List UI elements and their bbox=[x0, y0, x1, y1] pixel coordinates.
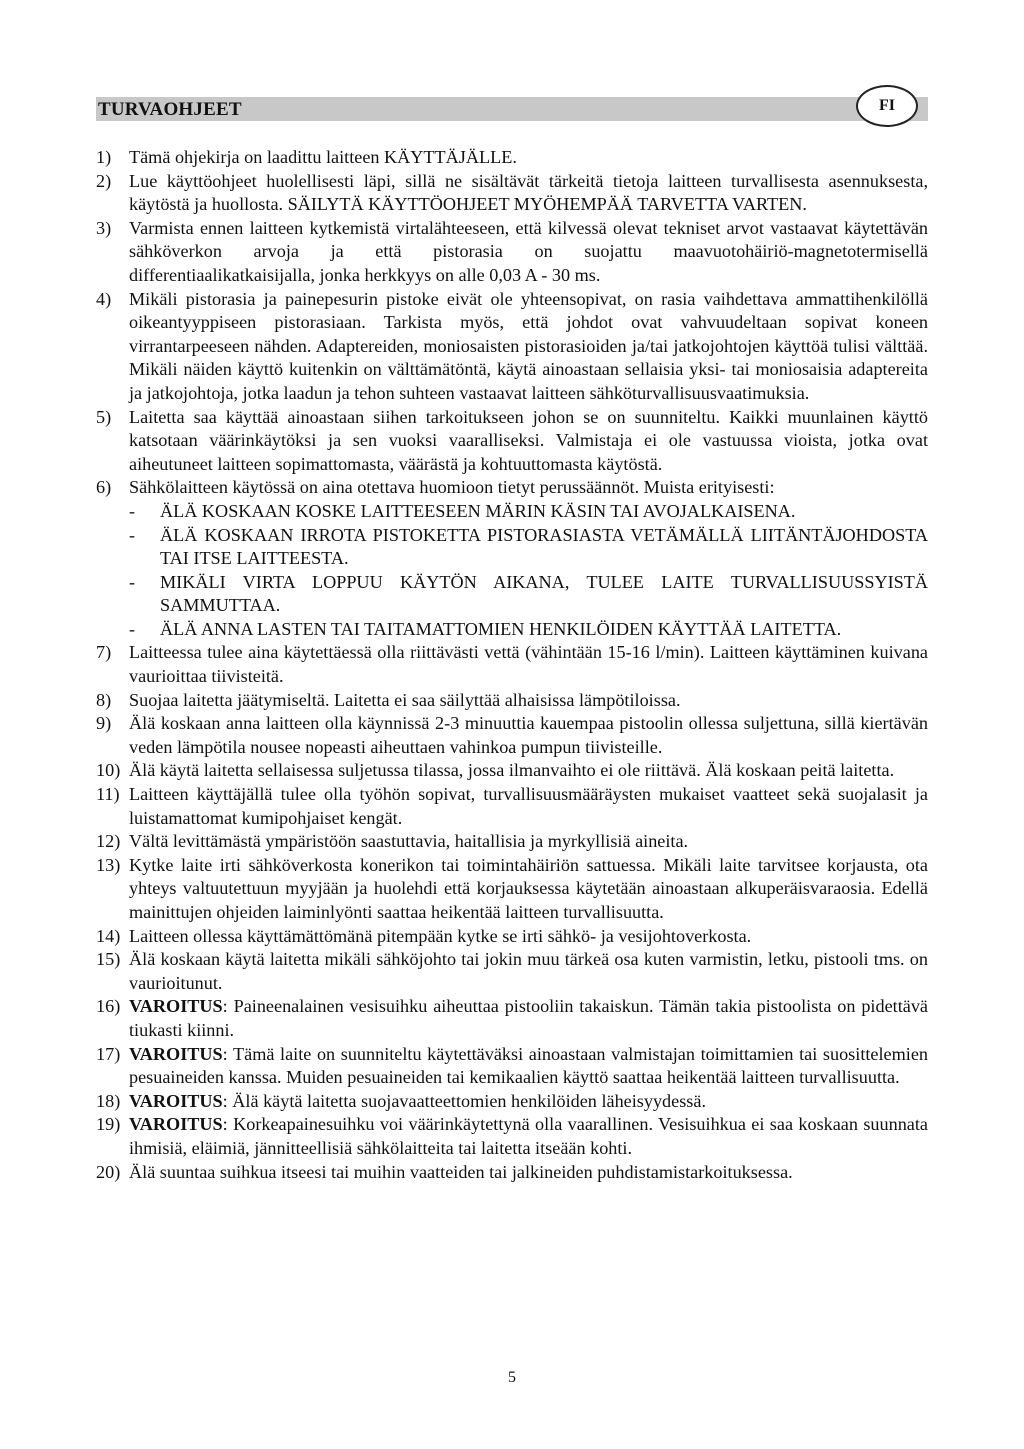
sub-item-dash: - bbox=[129, 500, 136, 521]
warning-item bbox=[96, 995, 928, 1042]
warning-text: : Tämä laite on suunniteltu käytettäväksi ainoastaan valmistajan toimittamien tai suosittelemien pesuaineiden kanssa. Muiden pesuaineiden tai kemikaalien käyttö saattaa heikentää laitteen turvallisuutta. bbox=[129, 1043, 928, 1088]
item-number: 19) bbox=[96, 1114, 121, 1135]
list-item bbox=[96, 1161, 928, 1185]
list-item bbox=[96, 712, 928, 759]
item-text: Varmista ennen laitteen kytkemistä virtalähteeseen, että kilvessä olevat tekniset arvot vastaavat käytettävän sähköverkon arvoja ja että pistorasia on suojattu maavuotohäiriö-magnetotermisellä differentiaalikatkaisijalla, jonka herkkyys on alle 0,03 A - 30 ms. bbox=[129, 217, 928, 285]
item-number: 8) bbox=[96, 689, 112, 710]
item-text: Älä koskaan anna laitteen olla käynnissä 2-3 minuuttia kauempaa pistoolin ollessa suljettuna, sillä kiertävän veden lämpötila nousee nopeasti aiheuttaen vahinkoa pumpun tiivisteille. bbox=[129, 713, 928, 757]
item-text: Mikäli pistorasia ja painepesurin pistoke eivät ole yhteensopivat, on rasia vaihdettava ammattihenkilöllä oikeantyyppiseen pistorasiaan. Tarkista myös, että johdot ovat vahvuudeltaan sopivat koneen virrantarpeeseen nähden. Adaptereiden, moniosaisten pistorasioiden ja/tai jatkojohtojen käyttöä tulisi välttää. Mikäli näiden käyttö kuitenkin on välttämätöntä, käytä ainoastaan sellaisia yksi- tai moniosaisia adaptereita ja jatkojohtoja, jotka laadun ja tehon suhteen vastaavat laitteen sähköturvallisuusvaatimuksia. bbox=[129, 288, 928, 403]
item-text: Laitteen käyttäjällä tulee olla työhön sopivat, turvallisuusmääräysten mukaiset vaatteet sekä suojalasit ja luistamattomat kumipohjaiset kengät. bbox=[129, 784, 928, 828]
item-number: 15) bbox=[96, 949, 121, 970]
sub-list-item bbox=[129, 571, 928, 618]
item-number: 12) bbox=[96, 831, 121, 852]
item-number: 16) bbox=[96, 996, 121, 1017]
item-text: Älä suuntaa suihkua itseesi tai muihin vaatteiden tai jalkineiden puhdistamistarkoituksessa. bbox=[129, 1161, 793, 1182]
item-number: 4) bbox=[96, 288, 112, 309]
warning-text: : Paineenalainen vesisuihku aiheuttaa pistooliin takaiskun. Tämän takia pistoolista on pidettävä tiukasti kiinni. bbox=[129, 996, 928, 1040]
item-text: Vältä levittämästä ympäristöön saastuttavia, haitallisia ja myrkyllisiä aineita. bbox=[129, 831, 689, 852]
warning-text: : Älä käytä laitetta suojavaatteettomien henkilöiden läheisyydessä. bbox=[222, 1090, 706, 1111]
item-text bbox=[129, 1043, 928, 1090]
item-number: 3) bbox=[96, 217, 112, 238]
item-number: 7) bbox=[96, 642, 112, 663]
list-item bbox=[96, 146, 928, 170]
language-badge bbox=[856, 85, 918, 127]
warning-text: : Korkeapainesuihku voi väärinkäytettynä olla vaarallinen. Vesisuihkua ei saa koskaan suunnata ihmisiä, eläimiä, jännitteellisiä sähkölaitteita tai laitetta itseään kohti. bbox=[129, 1114, 928, 1158]
safety-instructions-list bbox=[96, 146, 928, 1184]
item-number: 6) bbox=[96, 477, 112, 498]
sub-item-dash: - bbox=[129, 618, 136, 639]
warning-label: VAROITUS bbox=[129, 1090, 223, 1111]
item-number: 20) bbox=[96, 1161, 121, 1182]
list-item bbox=[96, 783, 928, 830]
item-text bbox=[129, 995, 928, 1042]
language-badge-label: FI bbox=[879, 97, 895, 114]
item-text: Älä käytä laitetta sellaisessa suljetussa tilassa, jossa ilmanvaihto ei ole riittävä. Älä koskaan peitä laitetta. bbox=[129, 760, 895, 781]
list-item bbox=[96, 406, 928, 477]
sub-item-dash: - bbox=[129, 571, 136, 592]
item-number: 9) bbox=[96, 713, 112, 734]
sub-item-dash: - bbox=[129, 524, 136, 545]
sub-item-text: MIKÄLI VIRTA LOPPUU KÄYTÖN AIKANA, TULEE LAITE TURVALLISUUSSYISTÄ SAMMUTTAA. bbox=[160, 571, 928, 616]
warning-item bbox=[96, 1043, 928, 1090]
list-item bbox=[96, 288, 928, 406]
list-item bbox=[96, 925, 928, 949]
warning-label: VAROITUS bbox=[129, 1114, 223, 1135]
warning-item bbox=[96, 1090, 928, 1114]
list-item bbox=[96, 217, 928, 288]
item-text: Laitteen ollessa käyttämättömänä pitempään kytke se irti sähkö- ja vesijohtoverkosta. bbox=[129, 925, 752, 946]
item-number: 2) bbox=[96, 170, 112, 191]
sub-item-text: ÄLÄ ANNA LASTEN TAI TAITAMATTOMIEN HENKILÖIDEN KÄYTTÄÄ LAITETTA. bbox=[160, 618, 842, 639]
item-text: Älä koskaan käytä laitetta mikäli sähköjohto tai jokin muu tärkeä osa kuten varmistin, letku, pistooli tms. on vaurioitunut. bbox=[129, 949, 928, 993]
item-number: 17) bbox=[96, 1043, 121, 1064]
item-number: 10) bbox=[96, 760, 121, 781]
warning-item bbox=[96, 1113, 928, 1160]
sub-list-item bbox=[129, 500, 928, 524]
item-text bbox=[129, 1090, 928, 1114]
item-text: Laitetta saa käyttää ainoastaan siihen tarkoitukseen johon se on suunniteltu. Kaikki muunlainen käyttö katsotaan väärinkäytöksi ja sen vuoksi vaaralliseksi. Valmistaja ei ole vastuussa vioista, jotka ovat aiheutuneet laitteen sopimattomasta, väärästä ja kohtuuttomasta käytöstä. bbox=[129, 406, 928, 474]
item-number: 13) bbox=[96, 854, 121, 875]
item-text: Kytke laite irti sähköverkosta konerikon tai toimintahäiriön sattuessa. Mikäli laite tarvitsee korjausta, ota yhteys valtuutettuun myyjään ja huolehdi että korjauksessa käytetään ainoastaan alkuperäisvaraosia. Edellä mainittujen ohjeiden laiminlyönti saattaa heikentää laitteen turvallisuutta. bbox=[129, 854, 928, 922]
list-item bbox=[96, 689, 928, 713]
item-number: 18) bbox=[96, 1090, 121, 1111]
item-text: Laitteessa tulee aina käytettäessä olla riittävästi vettä (vähintään 15-16 l/min). Laitteen käyttäminen kuivana vaurioittaa tiivisteitä. bbox=[129, 642, 928, 687]
item-text: Tämä ohjekirja on laadittu laitteen KÄYTTÄJÄLLE. bbox=[129, 147, 517, 167]
item-text: Lue käyttöohjeet huolellisesti läpi, sillä ne sisältävät tärkeitä tietoja laitteen turvallisesta asennuksesta, käytöstä ja huollosta. SÄILYTÄ KÄYTTÖOHJEET MYÖHEMPÄÄ TARVETTA VARTEN. bbox=[129, 170, 928, 215]
warning-label: VAROITUS bbox=[129, 996, 223, 1017]
sub-item-text: ÄLÄ KOSKAAN KOSKE LAITTEESEEN MÄRIN KÄSIN TAI AVOJALKAISENA. bbox=[160, 500, 796, 521]
item-number: 5) bbox=[96, 406, 112, 427]
sub-list-item bbox=[129, 524, 928, 571]
item-number: 11) bbox=[96, 784, 120, 805]
page-number: 5 bbox=[508, 1369, 516, 1386]
warning-label: VAROITUS bbox=[129, 1043, 223, 1064]
item-number: 14) bbox=[96, 925, 121, 946]
item-text: Suojaa laitetta jäätymiseltä. Laitetta ei saa säilyttää alhaisissa lämpötiloissa. bbox=[129, 689, 681, 710]
list-item bbox=[96, 854, 928, 925]
sub-item-text: ÄLÄ KOSKAAN IRROTA PISTOKETTA PISTORASIASTA VETÄMÄLLÄ LIITÄNTÄJOHDOSTA TAI ITSE LAITTEESTA. bbox=[160, 524, 928, 569]
item-text bbox=[129, 1113, 928, 1160]
list-item bbox=[96, 948, 928, 995]
list-item bbox=[96, 641, 928, 688]
item-text: Sähkölaitteen käytössä on aina otettava huomioon tietyt perussäännöt. Muista erityisesti: bbox=[129, 477, 775, 498]
item-number: 1) bbox=[96, 147, 112, 167]
list-item bbox=[96, 476, 928, 500]
list-item bbox=[96, 759, 928, 783]
list-item bbox=[96, 170, 928, 217]
list-item bbox=[96, 830, 928, 854]
sub-list-item bbox=[129, 618, 928, 642]
section-title: TURVAOHJEET bbox=[98, 99, 242, 120]
